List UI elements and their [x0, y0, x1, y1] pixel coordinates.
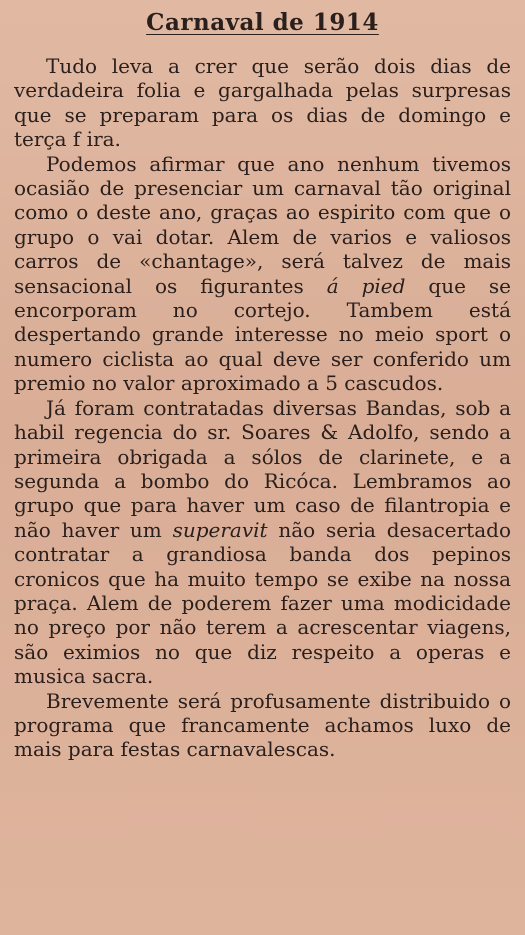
paragraph-text: não seria desacertado contratar a grandiosa banda dos pepinos cronicos que ha muito tempo se exibe na nossa praça. Alem de poderem fazer uma modicidade no preço por não terem a acrescentar viagens, são eximios no que diz respeito a operas e musica sacra. [14, 517, 511, 689]
paragraph-text: Tudo leva a crer que serão dois dias de verdadeira folia e gargalhada pelas surpresas que se preparam para os dias de domingo e terça f ira. [14, 54, 511, 152]
italic-phrase: superavit [172, 517, 268, 542]
article-paragraph-3 [14, 396, 511, 689]
article-title: Carnaval de 1914 [146, 9, 379, 36]
paragraph-text: Podemos afirmar que ano nenhum tivemos ocasião de presenciar um carnaval tão original como o deste ano, graças ao espirito com que o grupo o vai dotar. Alem de varios e valiosos carros de «chantage», será talvez de mais sensacional os figurantes [14, 151, 511, 298]
italic-phrase: á pied [326, 273, 406, 298]
paragraph-text: que se encorporam no cortejo. Tambem está despertando grande interesse no meio sport o numero ciclista ao qual deve ser conferido um premio no valor aproximado a 5 cascudos. [14, 273, 511, 396]
paragraph-text: Já foram contratadas diversas Bandas, sob a habil regencia do sr. Soares & Adolfo, sendo a primeira obrigada a sólos de clarinete, e a segunda a bombo do Ricóca. Lembramos ao grupo que para haver um caso de filantropia e não haver um [14, 395, 511, 542]
article-paragraph-4 [14, 689, 511, 762]
article-paragraph-2 [14, 152, 511, 396]
paragraph-text: Brevemente será profusamente distribuido o programa que francamente achamos luxo de mais para festas carnavalescas. [14, 688, 511, 762]
article-paragraph-1 [14, 54, 511, 152]
